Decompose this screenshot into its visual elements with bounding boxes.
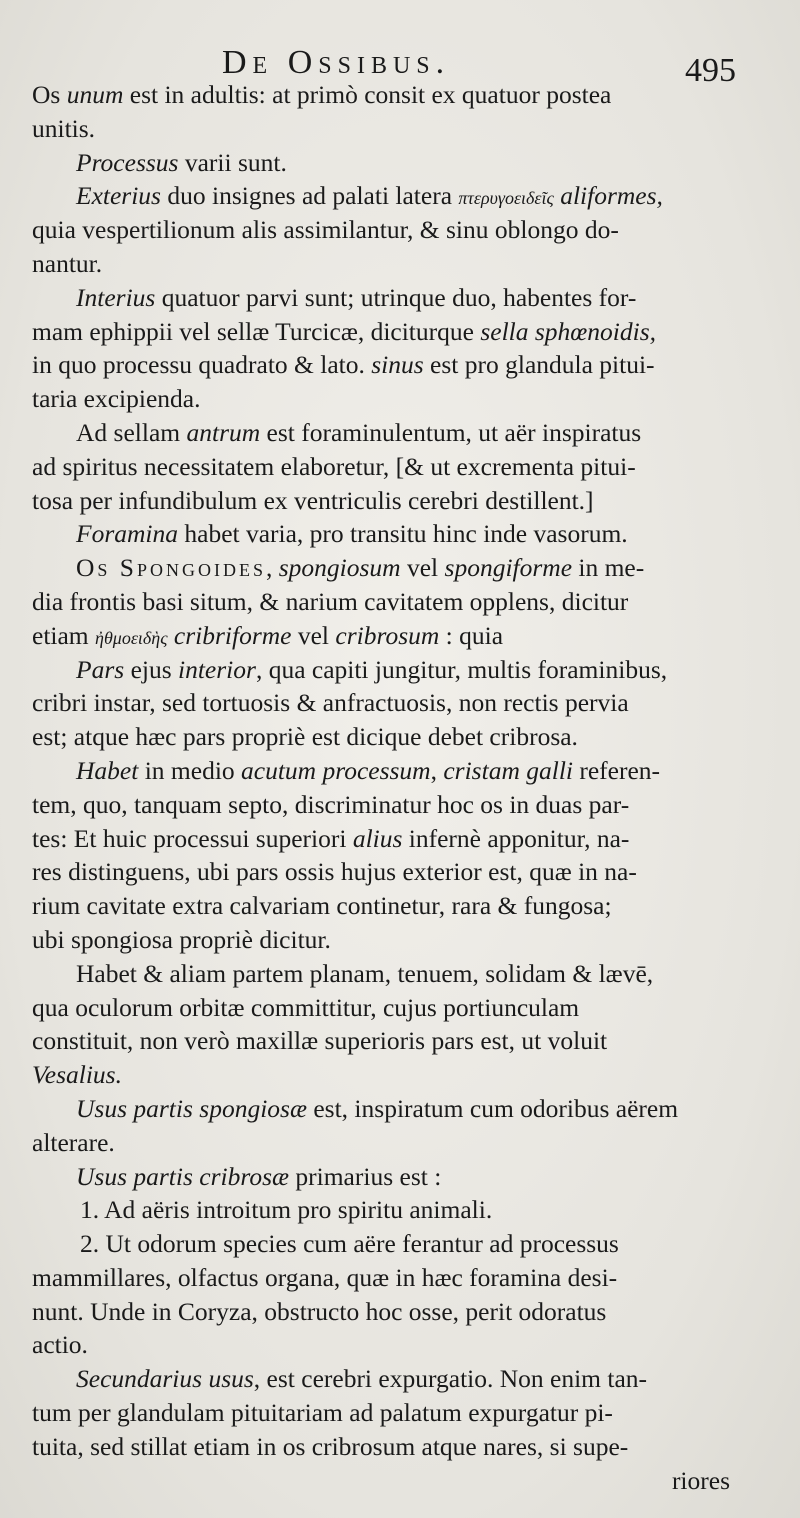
- text-line: etiam ἠθμοειδὴς cribriforme vel cribrosum : quia: [32, 620, 504, 650]
- text-line: Vesalius.: [32, 1060, 122, 1090]
- text-line: tes: Et huic processui superiori alius infernè apponitur, na-: [32, 823, 630, 853]
- text-line: constituit, non verò maxillæ superioris pars est, ut voluit: [32, 1026, 608, 1056]
- text-line: Usus partis spongiosæ est, inspiratum cum odoribus aërem: [76, 1093, 679, 1123]
- text-line: Exterius duo insignes ad palati latera πτερυγοειδεῖς aliformes,: [76, 181, 663, 211]
- running-title: De Ossibus.: [222, 44, 451, 81]
- text-line: Usus partis cribrosæ primarius est :: [76, 1161, 442, 1191]
- text-line: Secundarius usus, est cerebri expurgatio. Non enim tan-: [76, 1364, 648, 1394]
- text-line: tosa per infundibulum ex ventriculis cerebri destillent.]: [32, 485, 594, 515]
- text-line: taria excipienda.: [32, 384, 201, 414]
- text-line: Os unum est in adultis: at primò consit ex quatuor postea: [32, 80, 612, 109]
- text-line: in quo processu quadrato & lato. sinus est pro glandula pitui-: [32, 350, 655, 380]
- greek-term: πτερυγοειδεῖς: [458, 188, 554, 209]
- text-line: tem, quo, tanquam septo, discriminatur hoc os in duas par-: [32, 789, 630, 819]
- text-line: Pars ejus interior, qua capiti jungitur, multis foraminibus,: [76, 654, 668, 684]
- text-line: ubi spongiosa propriè dicitur.: [32, 924, 331, 954]
- body-text: [32, 78, 772, 1497]
- text-line: Foramina habet varia, pro transitu hinc inde vasorum.: [76, 519, 628, 549]
- text-line: dia frontis basi situm, & narium cavitatem opplens, dicitur: [32, 586, 629, 616]
- text-line: Os Spongoides, spongiosum vel spongiforme in me-: [76, 553, 645, 583]
- text-line: alterare.: [32, 1127, 115, 1157]
- text-line: actio.: [32, 1330, 88, 1360]
- text-line: Ad sellam antrum est foraminulentum, ut aër inspiratus: [76, 417, 642, 447]
- text-line: quia vespertilionum alis assimilantur, & sinu oblongo do-: [32, 215, 619, 245]
- text-line: cribri instar, sed tortuosis & anfractuosis, non rectis pervia: [32, 688, 629, 718]
- section-heading: Os Spongoides: [76, 553, 266, 583]
- catchword: riores: [671, 1465, 730, 1495]
- text-line: nunt. Unde in Coryza, obstructo hoc osse, perit odoratus: [32, 1296, 607, 1326]
- text-line: mammillares, olfactus organa, quæ in hæc foramina desi-: [32, 1262, 618, 1292]
- text-line: tum per glandulam pituitariam ad palatum expurgatur pi-: [32, 1398, 613, 1428]
- text-line: Habet in medio acutum processum, cristam galli referen-: [76, 755, 661, 785]
- list-item: 2. Ut odorum species cum aëre ferantur ad processus: [80, 1229, 619, 1259]
- text-line: Processus varii sunt.: [76, 147, 287, 177]
- text-line: Habet & aliam partem planam, tenuem, solidam & lævē,: [76, 958, 654, 988]
- text-line: Interius quatuor parvi sunt; utrinque duo, habentes for-: [76, 282, 637, 312]
- list-item: 1. Ad aëris introitum pro spiritu animali.: [80, 1195, 493, 1225]
- text-line: mam ephippii vel sellæ Turcicæ, diciturque sella sphœnoidis,: [32, 316, 657, 346]
- text-line: nantur.: [32, 248, 103, 278]
- text-line: res distinguens, ubi pars ossis hujus exterior est, quæ in na-: [32, 857, 637, 887]
- text-line: ad spiritus necessitatem elaboretur, [& ut excrementa pitui-: [32, 451, 636, 481]
- greek-term: ἠθμοειδὴς: [95, 627, 168, 648]
- text-line: tuita, sed stillat etiam in os cribrosum atque nares, si supe-: [32, 1431, 629, 1461]
- text-line: unitis.: [32, 113, 96, 143]
- page-number: 495: [685, 52, 736, 89]
- text-line: rium cavitate extra calvariam continetur, rara & fungosa;: [32, 891, 612, 921]
- text-line: est; atque hæc pars propriè est dicique debet cribrosa.: [32, 722, 578, 752]
- text-line: qua oculorum orbitæ committitur, cujus portiunculam: [32, 992, 580, 1022]
